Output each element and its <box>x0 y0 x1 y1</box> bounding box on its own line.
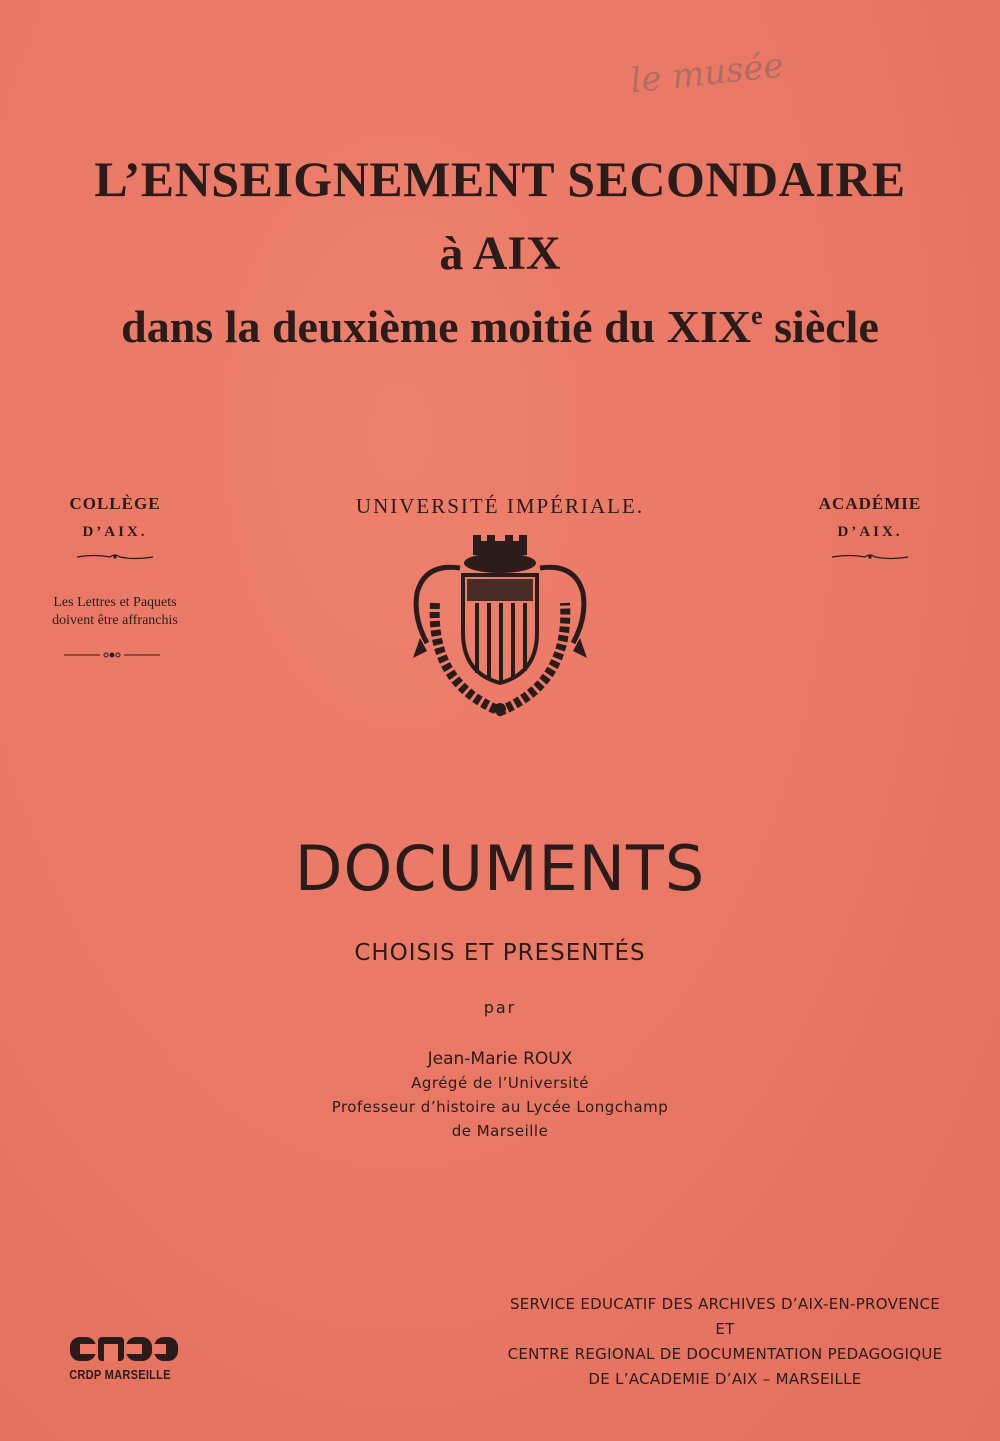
publisher-line-1: SERVICE EDUCATIF DES ARCHIVES D’AIX-EN-PROVENCE <box>509 1295 941 1313</box>
title-line-3-superscript: e <box>751 301 763 330</box>
coat-of-arms-icon <box>405 533 595 718</box>
postal-note-line-2: doivent être affranchis <box>52 613 178 628</box>
documents-heading: DOCUMENTS <box>294 832 706 905</box>
universite-heading: UNIVERSITÉ IMPÉRIALE. <box>355 494 645 518</box>
publisher-line-4: DE L’ACADEMIE D’AIX – MARSEILLE <box>588 1370 862 1388</box>
author-name: Jean-Marie ROUX <box>427 1049 573 1069</box>
flourish-ornament-icon <box>75 553 155 561</box>
par-label: par <box>483 998 517 1017</box>
author-title-3: de Marseille <box>451 1122 549 1140</box>
title-line-3-main: dans la deuxième moitié du XIX <box>121 301 752 352</box>
publisher-line-3: CENTRE REGIONAL DE DOCUMENTATION PEDAGOGIQUE <box>507 1345 943 1363</box>
title-line-3 <box>0 300 1000 353</box>
college-sub: D’AIX. <box>82 524 148 540</box>
title-line-1: L’ENSEIGNEMENT SECONDAIRE <box>94 151 906 207</box>
author-title-2: Professeur d’histoire au Lycée Longchamp <box>331 1098 669 1116</box>
title-line-3-end: siècle <box>762 301 879 352</box>
crdp-logo-icon <box>70 1333 180 1365</box>
author-block <box>0 1047 1000 1143</box>
postal-note <box>30 594 200 630</box>
logo-caption: CRDP MARSEILLE <box>69 1367 171 1382</box>
flourish-ornament-icon <box>62 650 162 660</box>
handwritten-note: le musée <box>628 45 786 102</box>
publisher-line-2: ET <box>715 1320 735 1338</box>
choisis-subheading: CHOISIS ET PRESENTÉS <box>354 940 646 966</box>
college-heading: COLLÈGE <box>69 494 161 513</box>
title-line-2: à AIX <box>439 227 561 280</box>
author-title-1: Agrégé de l’Université <box>411 1074 589 1092</box>
flourish-ornament-icon <box>830 553 910 561</box>
letterhead-right <box>795 494 945 566</box>
academie-heading: ACADÉMIE <box>818 494 922 513</box>
academie-sub: D’AIX. <box>837 524 903 540</box>
publisher-block <box>480 1292 970 1392</box>
postal-note-line-1: Les Lettres et Paquets <box>53 595 177 610</box>
